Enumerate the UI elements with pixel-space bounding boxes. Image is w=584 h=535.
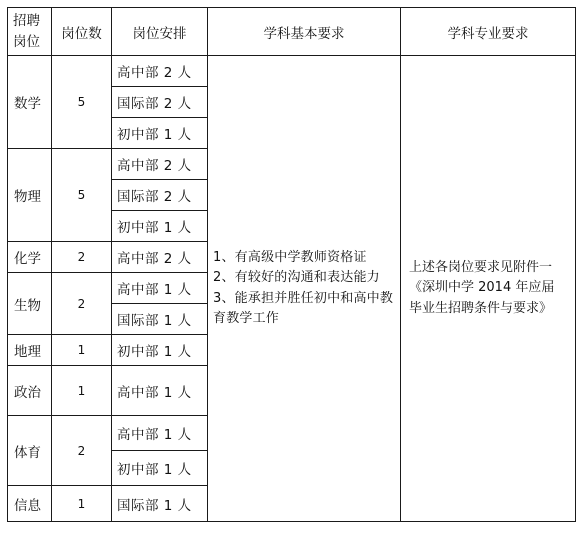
basic-requirement-item: 3、能承担并胜任初中和高中教育教学工作: [213, 290, 394, 326]
arrangement-cell: 高中部 2 人: [112, 56, 208, 87]
arrangement-cell: 初中部 1 人: [112, 451, 208, 486]
subject-cell: 物理: [8, 149, 52, 242]
arrangement-cell: 国际部 2 人: [112, 180, 208, 211]
arrangement-cell: 高中部 1 人: [112, 416, 208, 451]
subject-cell: 体育: [8, 416, 52, 486]
arrangement-cell: 初中部 1 人: [112, 211, 208, 242]
subject-cell: 地理: [8, 335, 52, 366]
arrangement-cell: 高中部 2 人: [112, 242, 208, 273]
count-cell: 2: [52, 242, 112, 273]
subject-cell: 生物: [8, 273, 52, 335]
arrangement-cell: 国际部 2 人: [112, 87, 208, 118]
count-cell: 1: [52, 335, 112, 366]
header-row: [8, 8, 576, 56]
count-cell: 5: [52, 56, 112, 149]
recruitment-table-container: [7, 7, 576, 522]
table-row: [8, 56, 576, 87]
arrangement-cell: 初中部 1 人: [112, 118, 208, 149]
header-position: 招聘岗位: [8, 8, 52, 56]
arrangement-cell: 高中部 2 人: [112, 149, 208, 180]
major-requirements-cell: 上述各岗位要求见附件一《深圳中学 2014 年应届毕业生招聘条件与要求》: [401, 56, 576, 522]
arrangement-cell: 国际部 1 人: [112, 304, 208, 335]
subject-cell: 数学: [8, 56, 52, 149]
count-cell: 1: [52, 366, 112, 416]
arrangement-cell: 高中部 1 人: [112, 273, 208, 304]
count-cell: 5: [52, 149, 112, 242]
count-cell: 2: [52, 416, 112, 486]
header-basic-requirements: 学科基本要求: [208, 8, 401, 56]
count-cell: 2: [52, 273, 112, 335]
basic-requirement-item: 1、有高级中学教师资格证: [213, 250, 367, 266]
basic-requirement-item: 2、有较好的沟通和表达能力: [213, 270, 380, 286]
basic-requirements-cell: [208, 56, 401, 522]
subject-cell: 信息: [8, 486, 52, 522]
count-cell: 1: [52, 486, 112, 522]
subject-cell: 化学: [8, 242, 52, 273]
header-major-requirements: 学科专业要求: [401, 8, 576, 56]
subject-cell: 政治: [8, 366, 52, 416]
header-count: 岗位数: [52, 8, 112, 56]
arrangement-cell: 高中部 1 人: [112, 366, 208, 416]
arrangement-cell: 初中部 1 人: [112, 335, 208, 366]
recruitment-table: [7, 7, 576, 522]
arrangement-cell: 国际部 1 人: [112, 486, 208, 522]
header-arrangement: 岗位安排: [112, 8, 208, 56]
